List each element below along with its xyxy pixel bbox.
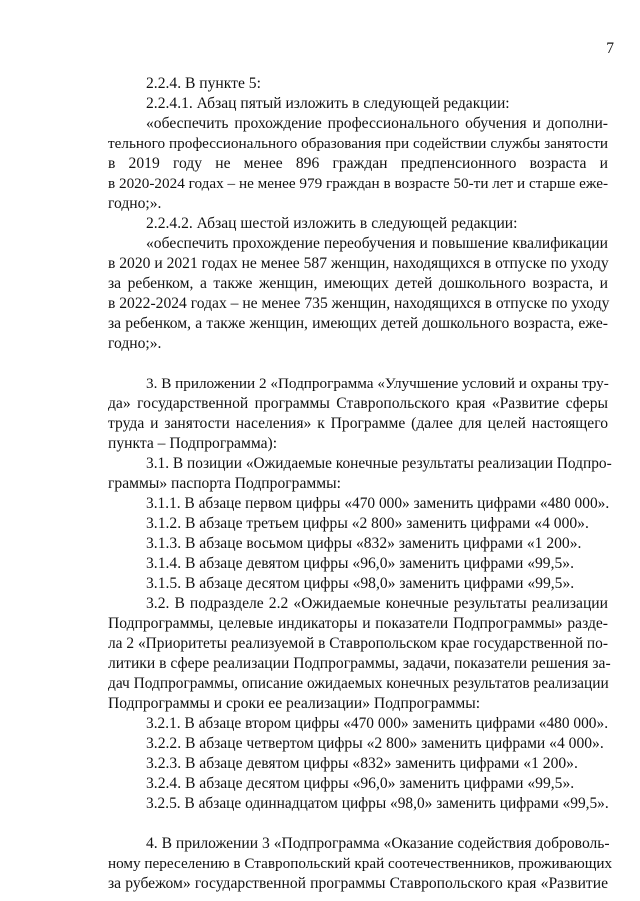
text-line: труда и занятости населения» к Программе (далее для целей настоящего — [108, 415, 608, 432]
text-line: в 2020 и 2021 годах не менее 587 женщин, находящихся в отпуске по уходу — [108, 255, 609, 272]
text-line: 3.2.2. В абзаце четвертом цифры «2 800» заменить цифрами «4 000». — [146, 735, 604, 752]
text-line: в 2022-2024 годах – не менее 735 женщин, находящихся в отпуске по уходу — [108, 295, 610, 312]
text-line: за ребенком, а также женщин, имеющих детей дошкольного возраста, и — [108, 275, 608, 292]
text-line: 3.2.1. В абзаце втором цифры «470 000» заменить цифрами «480 000». — [146, 715, 609, 732]
text-line: 3. В приложении 2 «Подпрограмма «Улучшение условий и охраны тру- — [146, 375, 609, 392]
text-line: 3.1.2. В абзаце третьем цифры «2 800» заменить цифрами «4 000». — [146, 515, 589, 532]
text-line: «обеспечить прохождение профессионального обучения и дополни- — [146, 115, 608, 132]
text-line: 3.1.3. В абзаце восьмом цифры «832» заменить цифрами «1 200». — [146, 535, 582, 552]
text-line: 3.2.5. В абзаце одиннадцатом цифры «98,0» заменить цифрами «99,5». — [146, 795, 609, 812]
text-line: ла 2 «Приоритеты реализуемой в Ставропольском крае государственной по- — [108, 635, 608, 652]
text-line: Подпрограммы, целевые индикаторы и показатели Подпрограммы» разде- — [108, 615, 608, 632]
text-line: 3.1. В позиции «Ожидаемые конечные результаты реализации Подпро- — [146, 455, 612, 472]
text-line: за рубежом» государственной программы Ставропольского края «Развитие — [108, 875, 608, 892]
text-line: 3.2. В подразделе 2.2 «Ожидаемые конечные результаты реализации — [146, 595, 608, 612]
text-line: тельного профессионального образования при содействии службы занятости — [108, 135, 608, 152]
text-line: пункта – Подпрограмма): — [108, 435, 278, 452]
text-line: 2.2.4. В пункте 5: — [146, 75, 261, 92]
text-line: годно;». — [108, 335, 162, 352]
text-line: в 2020-2024 годах – не менее 979 граждан в возрасте 50-ти лет и старше еже- — [108, 175, 608, 192]
page-number: 7 — [606, 40, 614, 57]
text-line: ному переселению в Ставропольский край соотечественников, проживающих — [108, 855, 613, 872]
text-line: в 2019 году не менее 896 граждан предпенсионного возраста и — [108, 155, 608, 172]
text-line: 3.2.3. В абзаце девятом цифры «832» заменить цифрами «1 200». — [146, 755, 578, 772]
text-line: Подпрограммы и сроки ее реализации» Подпрограммы: — [108, 695, 481, 712]
text-line: «обеспечить прохождение переобучения и повышение квалификации — [146, 235, 608, 252]
text-line: 3.1.1. В абзаце первом цифры «470 000» заменить цифрами «480 000». — [146, 495, 610, 512]
text-line: 2.2.4.1. Абзац пятый изложить в следующей редакции: — [146, 95, 510, 112]
text-line: 4. В приложении 3 «Подпрограмма «Оказание содействия доброволь- — [146, 835, 610, 852]
text-line: 3.1.5. В абзаце десятом цифры «98,0» заменить цифрами «99,5». — [146, 575, 575, 592]
text-line: 3.2.4. В абзаце десятом цифры «96,0» заменить цифрами «99,5». — [146, 775, 575, 792]
text-line: за ребенком, а также женщин, имеющих детей дошкольного возраста, еже- — [108, 315, 608, 332]
text-line: граммы» паспорта Подпрограммы: — [108, 475, 341, 492]
text-line: да» государственной программы Ставропольского края «Развитие сферы — [108, 395, 608, 412]
text-line: годно;». — [108, 195, 162, 212]
text-line: 2.2.4.2. Абзац шестой изложить в следующей редакции: — [146, 215, 518, 232]
text-line: 3.1.4. В абзаце девятом цифры «96,0» заменить цифрами «99,5». — [146, 555, 574, 572]
text-line: дач Подпрограммы, описание ожидаемых конечных результатов реализации — [108, 675, 609, 692]
text-line: литики в сфере реализации Подпрограммы, задачи, показатели решения за- — [108, 655, 611, 672]
